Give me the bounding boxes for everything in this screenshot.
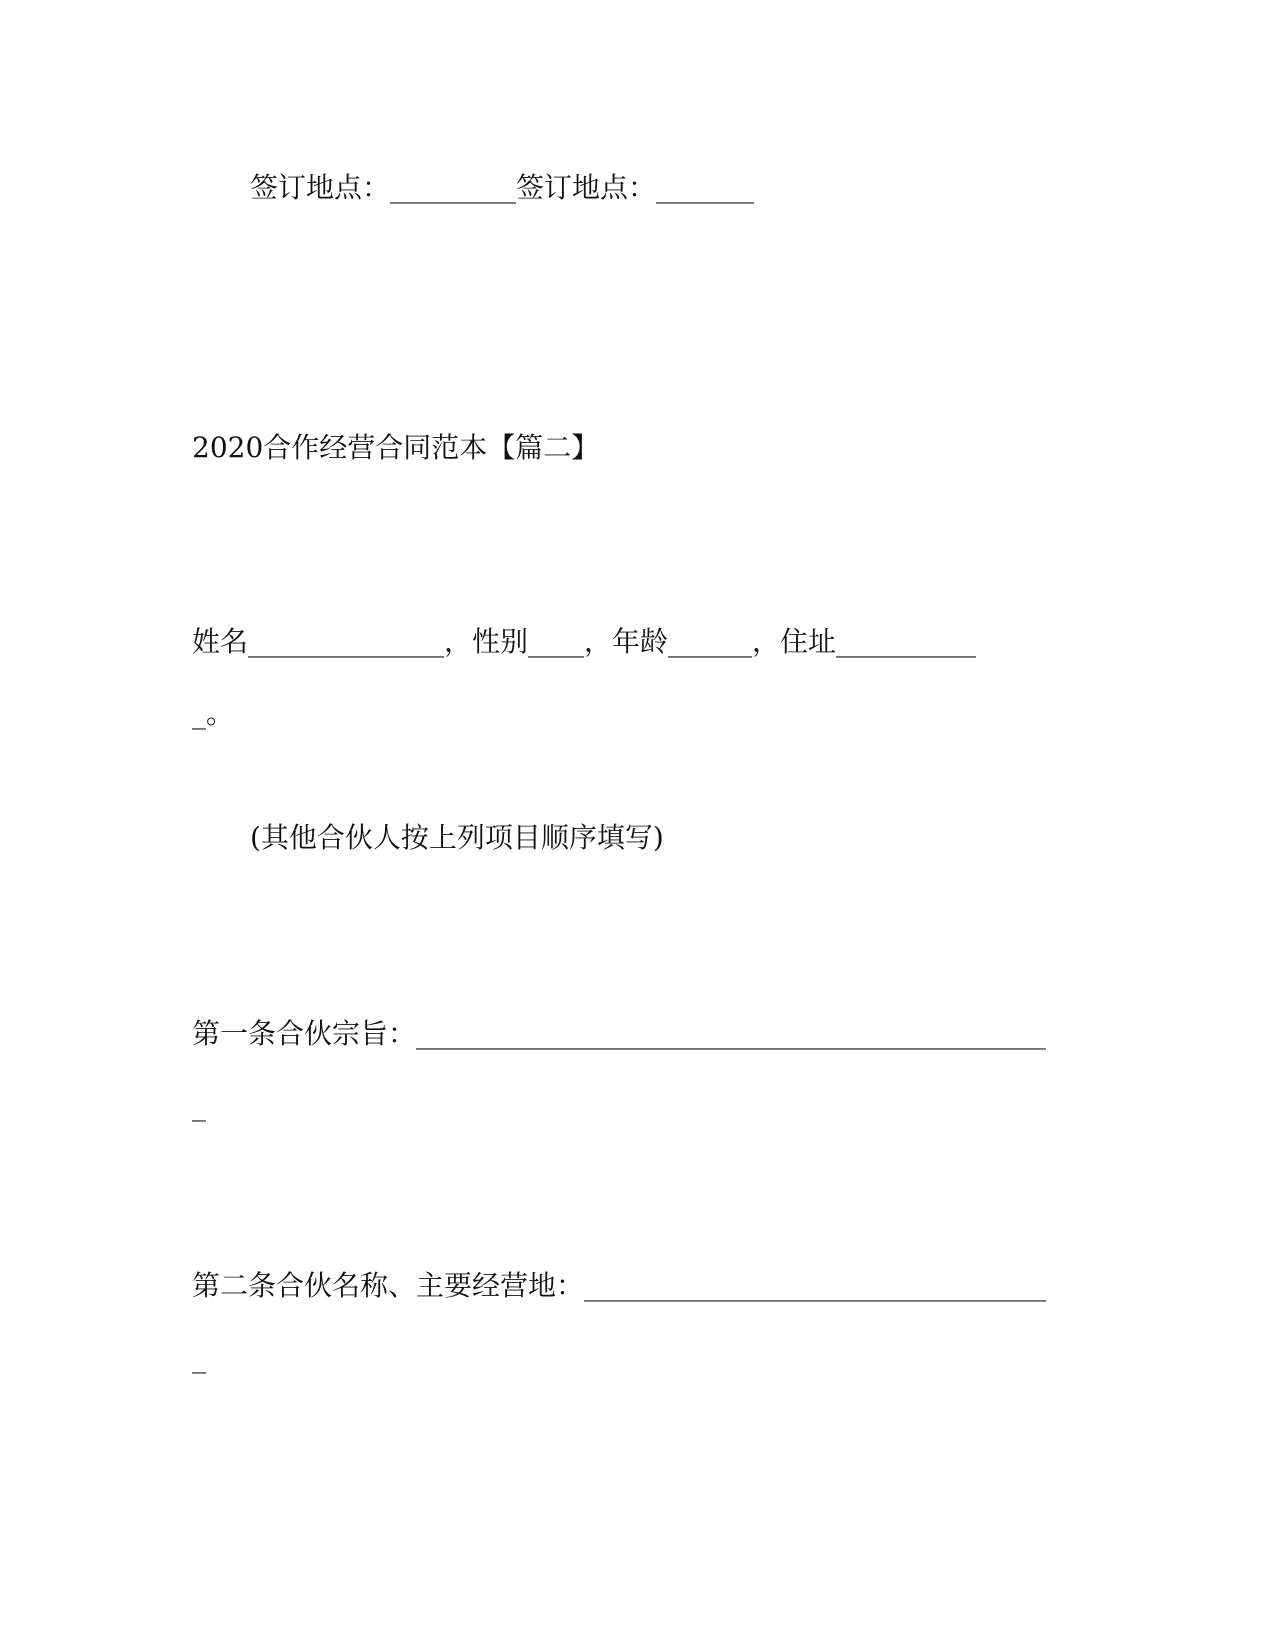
article-1-line: 第一条合伙宗旨：_____________________________________________ — [192, 1017, 1047, 1050]
fill-in-note: (其他合伙人按上列项目顺序填写) — [250, 821, 664, 854]
section-heading: 2020合作经营合同范本【篇二】 — [192, 431, 600, 464]
partner-info-continuation: _。 — [192, 697, 235, 730]
article-1-continuation: _ — [192, 1089, 206, 1122]
article-2-line: 第二条合伙名称、主要经营地：_________________________________ — [192, 1269, 1047, 1302]
article-2-continuation: _ — [192, 1341, 206, 1374]
signing-place-line: 签订地点：_________签订地点：_______ — [250, 171, 755, 204]
partner-info-line: 姓名______________，性别____，年龄______，住址__________ — [192, 625, 977, 658]
